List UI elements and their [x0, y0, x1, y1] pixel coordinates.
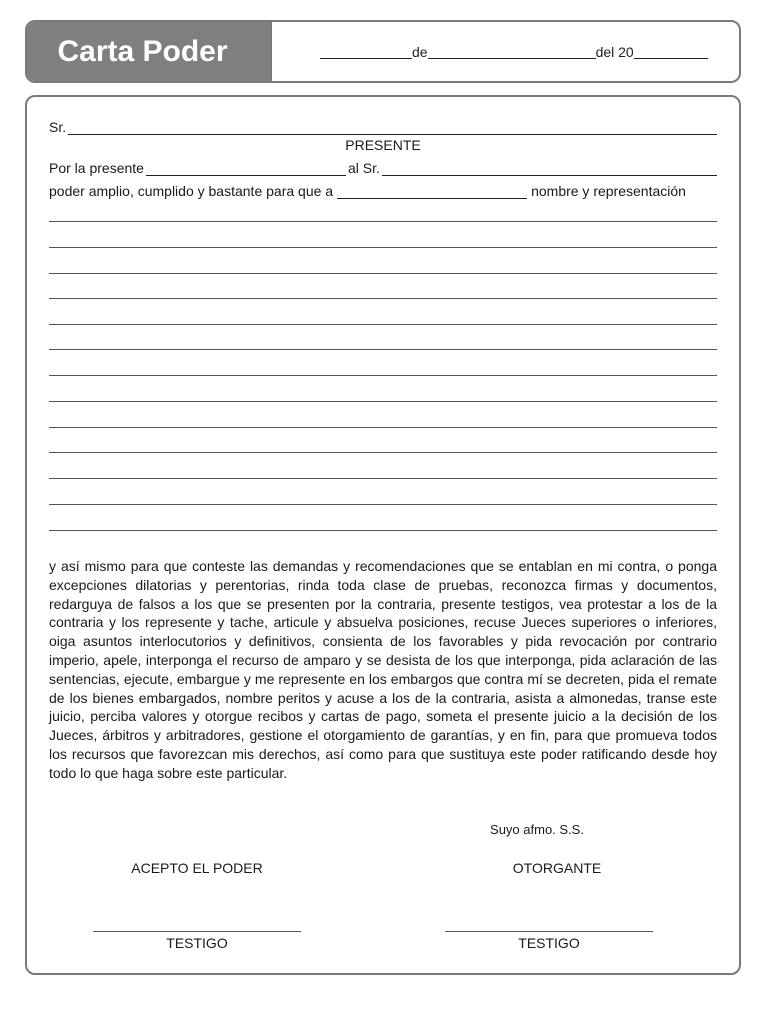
blank-line[interactable]: [49, 324, 717, 325]
del-label: del 20: [595, 43, 634, 60]
suyo-text: Suyo afmo. S.S.: [490, 822, 584, 837]
blank-line[interactable]: [49, 530, 717, 531]
document-title: Carta Poder: [27, 22, 272, 81]
blank-line[interactable]: [49, 375, 717, 376]
poder-row: [49, 183, 717, 199]
acepto-label: ACEPTO EL PODER: [131, 860, 263, 876]
grantee-field[interactable]: [382, 163, 717, 176]
month-field[interactable]: [428, 45, 596, 59]
otorgante-label: OTORGANTE: [512, 860, 602, 876]
date-line: [272, 22, 739, 81]
body-paragraph: y así mismo para que conteste las demandas y recomendaciones que se entablan en mi contra, o ponga excepciones dilatorias y perentorias, rinda toda clase de pruebas, reconozca firmas y documentos, redarguya de falsos a los que se presenten por la contraria, presente testigos, vea protestar a los de la contraria y los represente y tache, articule y absuelva posiciones, recuse Jueces superiores o inferiores, oiga asuntos interlocutorios y definitivos, consienta de los favorables y pida revocación por contrario imperio, apele, interponga el recurso de amparo y se desista de los que interponga, pida aclaración de las sentencias, ejecute, embargue y me represente en los embargos que contra mí se decreten, pida el remate de los bienes embargados, nombre peritos y acuse a los de la contraria, asista a almonedas, transe este juicio, perciba valores y otorgue recibos y cartas de pago, someta el presente juicio a la decisión de los Jueces, árbitros y arbitradores, gestione el otorgamiento de garantías, y en fin, para que promueva todos los recursos que favorezcan mis derechos, así como para que sustituya este poder ratificando desde hoy todo lo que haga sobre este particular.: [49, 558, 717, 781]
sr-field[interactable]: [68, 122, 717, 135]
blank-line[interactable]: [49, 427, 717, 428]
poder-label: poder amplio, cumplido y bastante para que a: [49, 183, 334, 199]
blank-line[interactable]: [49, 247, 717, 248]
sr-row: [49, 119, 717, 135]
sr-label: Sr.: [49, 119, 67, 135]
blank-line[interactable]: [49, 298, 717, 299]
blank-line[interactable]: [49, 401, 717, 402]
de-label: de: [412, 43, 428, 60]
witness-right-signature-line[interactable]: [445, 931, 653, 932]
year-field[interactable]: [634, 45, 708, 59]
blank-line[interactable]: [49, 273, 717, 274]
blank-line[interactable]: [49, 478, 717, 479]
form-box: [25, 95, 741, 975]
presente-label: PRESENTE: [345, 137, 421, 153]
testigo-right-label: TESTIGO: [518, 935, 580, 951]
witness-left-signature-line[interactable]: [93, 931, 301, 932]
blank-line[interactable]: [49, 221, 717, 222]
blank-line[interactable]: [49, 504, 717, 505]
testigo-left-label: TESTIGO: [166, 935, 228, 951]
blank-line[interactable]: [49, 349, 717, 350]
por-la-presente-row: [49, 160, 717, 176]
day-field[interactable]: [320, 45, 412, 59]
al-sr-label: al Sr.: [347, 160, 380, 176]
representative-field[interactable]: [337, 186, 527, 199]
grantor-field[interactable]: [146, 163, 346, 176]
blank-line[interactable]: [49, 452, 717, 453]
header-box: [25, 20, 741, 83]
por-la-presente-label: Por la presente: [49, 160, 144, 176]
nombre-label: nombre y representación: [531, 183, 686, 199]
